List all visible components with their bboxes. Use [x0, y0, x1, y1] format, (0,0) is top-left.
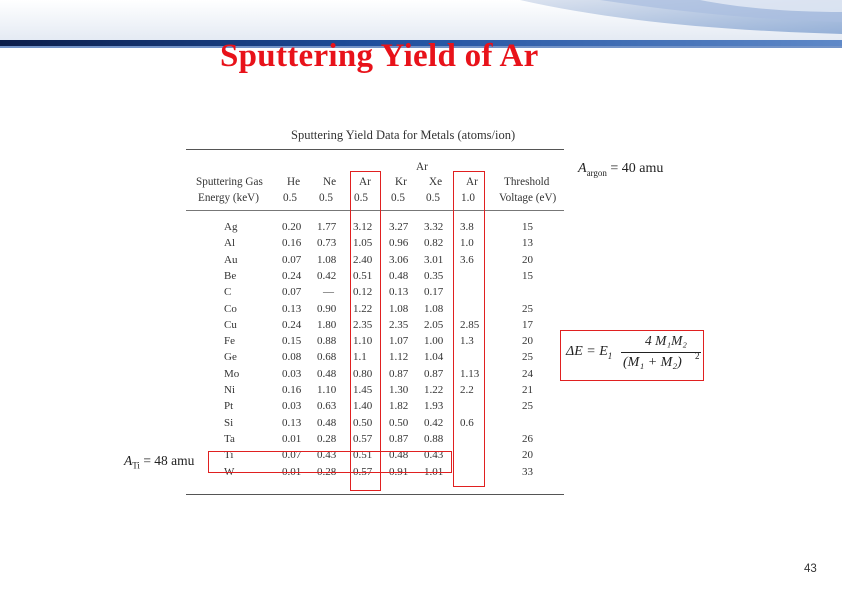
cell-ne: 1.80 — [317, 318, 337, 331]
energy-transfer-formula — [560, 330, 704, 381]
cell-xe: 3.32 — [424, 221, 444, 233]
cell-kr: 0.13 — [389, 286, 409, 299]
formula-lhs-subscript: 1 — [607, 350, 613, 361]
cell-ar-1kev: 1.13 — [460, 367, 480, 380]
cell-threshold: 20 — [522, 253, 533, 266]
gas-header-ar-1kev: Ar — [466, 176, 478, 188]
cell-threshold: 21 — [522, 384, 533, 396]
energy-header-ar: 0.5 — [354, 192, 368, 204]
energy-header-xe: 0.5 — [426, 192, 440, 204]
energy-header-ar-1kev: 1.0 — [461, 192, 475, 204]
cell-kr: 0.91 — [389, 465, 409, 478]
cell-he: 0.08 — [282, 351, 302, 364]
cell-ne: — — [323, 286, 334, 299]
table-caption: Sputtering Yield Data for Metals (atoms/ion) — [291, 128, 516, 142]
cell-ne: 0.63 — [317, 400, 337, 413]
cell-he: 0.24 — [282, 269, 302, 282]
cell-xe: 1.08 — [424, 302, 444, 315]
cell-kr: 0.48 — [389, 449, 409, 462]
ar-1kev-column-highlight — [453, 171, 485, 487]
cell-ar: 0.57 — [353, 432, 373, 445]
cell-ar-1kev: 1.3 — [460, 335, 474, 348]
cell-ar: 3.12 — [353, 221, 373, 233]
cell-metal: Ti — [224, 449, 234, 462]
cell-kr: 0.96 — [389, 237, 409, 250]
gas-header-ne: Ne — [323, 176, 337, 188]
cell-xe: 1.22 — [424, 384, 444, 396]
threshold-header-line2: Voltage (eV) — [499, 192, 557, 204]
cell-ar-1kev: 1.0 — [460, 237, 474, 250]
cell-xe: 0.35 — [424, 269, 444, 282]
cell-he: 0.16 — [282, 384, 302, 396]
cell-he: 0.07 — [282, 253, 302, 266]
ti-mass-value: = 48 amu — [143, 453, 195, 468]
cell-kr: 3.27 — [389, 221, 409, 233]
cell-he: 0.01 — [282, 432, 302, 445]
cell-ar: 2.40 — [353, 253, 373, 266]
cell-metal: Co — [224, 302, 237, 315]
cell-threshold: 20 — [522, 449, 533, 462]
cell-he: 0.13 — [282, 416, 302, 429]
cell-xe: 2.05 — [424, 318, 444, 331]
cell-ne: 0.88 — [317, 335, 337, 348]
argon-mass-subscript: argon — [586, 167, 607, 178]
cell-metal: Fe — [224, 335, 235, 348]
cell-he: 0.15 — [282, 335, 302, 348]
cell-he: 0.24 — [282, 318, 302, 331]
threshold-header-line0: Ar — [416, 161, 428, 173]
energy-header-he: 0.5 — [283, 192, 297, 204]
cell-threshold: 15 — [522, 269, 533, 282]
cell-ar: 0.57 — [353, 465, 373, 478]
cell-ne: 1.08 — [317, 253, 337, 266]
formula-fraction-bar — [621, 352, 701, 353]
cell-metal: W — [224, 465, 235, 478]
cell-threshold: 25 — [522, 351, 533, 364]
cell-threshold: 33 — [522, 465, 533, 478]
cell-kr: 3.06 — [389, 253, 409, 266]
cell-xe: 0.17 — [424, 286, 444, 299]
cell-ar-1kev: 2.2 — [460, 384, 474, 396]
cell-metal: Be — [224, 269, 237, 282]
cell-ne: 0.68 — [317, 351, 337, 364]
cell-he: 0.13 — [282, 302, 302, 315]
cell-ar: 1.1 — [353, 351, 367, 364]
cell-kr: 0.87 — [389, 367, 409, 380]
cell-ar: 1.22 — [353, 302, 373, 315]
argon-mass-value: = 40 amu — [610, 161, 664, 176]
cell-ne: 1.10 — [317, 384, 337, 396]
cell-xe: 0.82 — [424, 237, 444, 250]
cell-ar-1kev: 3.8 — [460, 221, 474, 233]
cell-he: 0.16 — [282, 237, 302, 250]
cell-ar: 1.45 — [353, 384, 373, 396]
cell-metal: Ta — [224, 432, 235, 445]
cell-he: 0.01 — [282, 465, 302, 478]
cell-ar: 1.05 — [353, 237, 373, 250]
cell-metal: Ge — [224, 351, 237, 364]
cell-threshold: 25 — [522, 400, 533, 413]
cell-threshold: 24 — [522, 367, 533, 380]
cell-ne: 0.28 — [317, 432, 337, 445]
cell-xe: 1.01 — [424, 465, 444, 478]
cell-threshold: 17 — [522, 318, 533, 331]
ti-mass-symbol: A — [124, 453, 133, 468]
cell-kr: 2.35 — [389, 318, 409, 331]
cell-ar: 0.12 — [353, 286, 373, 299]
ti-mass-subscript: Ti — [132, 460, 140, 471]
cell-xe: 0.43 — [424, 449, 444, 462]
cell-metal: C — [224, 286, 232, 299]
cell-he: 0.07 — [282, 286, 302, 299]
energy-header-kr: 0.5 — [391, 192, 405, 204]
cell-ne: 0.48 — [317, 367, 337, 380]
gas-header-he: He — [287, 176, 301, 188]
cell-xe: 1.00 — [424, 335, 444, 348]
cell-xe: 3.01 — [424, 253, 444, 266]
cell-xe: 0.88 — [424, 432, 444, 445]
cell-ar: 0.51 — [353, 269, 373, 282]
cell-xe: 1.04 — [424, 351, 444, 364]
cell-ne: 0.43 — [317, 449, 337, 462]
cell-kr: 0.87 — [389, 432, 409, 445]
cell-ar: 0.80 — [353, 367, 373, 380]
cell-ar: 0.51 — [353, 449, 373, 462]
gas-header-xe: Xe — [429, 176, 443, 188]
ti-row-highlight — [208, 451, 452, 473]
cell-metal: Al — [224, 237, 235, 250]
cell-ne: 1.77 — [317, 221, 337, 233]
cell-threshold: 15 — [522, 221, 533, 233]
ti-mass-annotation — [124, 453, 194, 471]
page-number: 43 — [804, 563, 817, 575]
table-top-rule — [186, 149, 564, 150]
cell-kr: 1.12 — [389, 351, 409, 364]
gas-header-label: Sputtering Gas — [196, 176, 263, 188]
cell-ne: 0.48 — [317, 416, 337, 429]
cell-ar-1kev: 0.6 — [460, 416, 474, 429]
cell-he: 0.03 — [282, 367, 302, 380]
cell-kr: 0.50 — [389, 416, 409, 429]
formula-numerator: 4 M₁M₂ — [645, 333, 688, 348]
cell-kr: 0.48 — [389, 269, 409, 282]
cell-ar-1kev: 2.85 — [460, 318, 480, 331]
cell-threshold: 20 — [522, 335, 533, 348]
cell-ne: 0.73 — [317, 237, 337, 250]
cell-kr: 1.82 — [389, 400, 409, 413]
table-bottom-rule — [186, 494, 564, 495]
cell-metal: Ag — [224, 221, 238, 233]
cell-metal: Mo — [224, 367, 240, 380]
cell-he: 0.07 — [282, 449, 302, 462]
cell-kr: 1.08 — [389, 302, 409, 315]
slide-title: Sputtering Yield of Ar — [220, 38, 539, 74]
threshold-header-line1: Threshold — [504, 176, 550, 188]
formula-denominator: (M₁ + M₂) — [623, 355, 682, 370]
cell-kr: 1.30 — [389, 384, 409, 396]
gas-header-ar: Ar — [359, 176, 371, 188]
cell-threshold: 26 — [522, 432, 533, 445]
cell-ar: 2.35 — [353, 318, 373, 331]
formula-denominator-exponent: 2 — [695, 351, 700, 361]
cell-ne: 0.42 — [317, 269, 337, 282]
cell-ar: 0.50 — [353, 416, 373, 429]
cell-threshold: 25 — [522, 302, 533, 315]
cell-xe: 0.42 — [424, 416, 444, 429]
cell-he: 0.20 — [282, 221, 302, 233]
cell-metal: Ni — [224, 384, 235, 396]
cell-xe: 1.93 — [424, 400, 444, 413]
gas-header-kr: Kr — [395, 176, 407, 188]
cell-ar: 1.10 — [353, 335, 373, 348]
cell-kr: 1.07 — [389, 335, 409, 348]
cell-he: 0.03 — [282, 400, 302, 413]
ar-column-highlight — [350, 171, 381, 491]
cell-ar: 1.40 — [353, 400, 373, 413]
cell-metal: Pt — [224, 400, 234, 413]
cell-metal: Au — [224, 253, 238, 266]
cell-ne: 0.90 — [317, 302, 337, 315]
cell-threshold: 13 — [522, 237, 533, 250]
cell-ne: 0.28 — [317, 465, 337, 478]
argon-mass-symbol: A — [578, 161, 587, 176]
energy-header-ne: 0.5 — [319, 192, 333, 204]
cell-ar-1kev: 3.6 — [460, 253, 474, 266]
formula-lhs — [566, 344, 612, 361]
energy-header-label: Energy (keV) — [198, 192, 259, 204]
cell-metal: Si — [224, 416, 234, 429]
formula-lhs-text: ΔE = E — [566, 344, 608, 359]
cell-xe: 0.87 — [424, 367, 444, 380]
cell-metal: Cu — [224, 318, 237, 331]
argon-mass-annotation — [578, 161, 663, 178]
